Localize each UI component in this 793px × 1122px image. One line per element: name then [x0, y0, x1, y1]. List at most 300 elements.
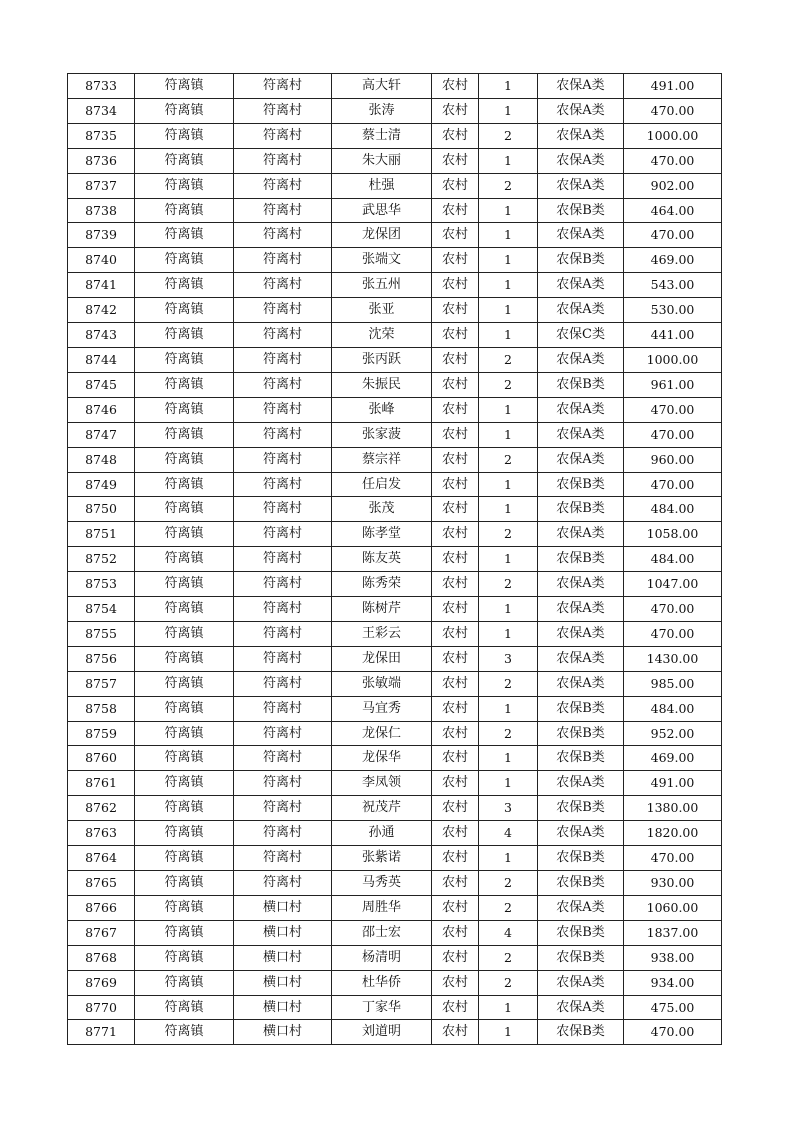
household-count-cell: 2	[479, 945, 538, 970]
amount-cell: 938.00	[624, 945, 722, 970]
table-row	[68, 871, 722, 896]
village-cell: 符离村	[234, 696, 332, 721]
name-cell: 张亚	[332, 298, 432, 323]
insurance-type-cell: 农保A类	[538, 597, 624, 622]
village-cell: 横口村	[234, 920, 332, 945]
row-number-cell: 8762	[68, 796, 135, 821]
village-cell: 符离村	[234, 422, 332, 447]
table-row	[68, 298, 722, 323]
row-number-cell: 8744	[68, 347, 135, 372]
category-cell: 农村	[432, 522, 479, 547]
row-number-cell: 8768	[68, 945, 135, 970]
insurance-type-cell: 农保A类	[538, 995, 624, 1020]
amount-cell: 952.00	[624, 721, 722, 746]
category-cell: 农村	[432, 721, 479, 746]
name-cell: 高大轩	[332, 74, 432, 99]
category-cell: 农村	[432, 821, 479, 846]
amount-cell: 484.00	[624, 547, 722, 572]
village-cell: 横口村	[234, 970, 332, 995]
insurance-type-cell: 农保C类	[538, 323, 624, 348]
table-row	[68, 920, 722, 945]
village-cell: 符离村	[234, 646, 332, 671]
row-number-cell: 8752	[68, 547, 135, 572]
category-cell: 农村	[432, 497, 479, 522]
table-row	[68, 98, 722, 123]
name-cell: 杜强	[332, 173, 432, 198]
town-cell: 符离镇	[135, 298, 234, 323]
town-cell: 符离镇	[135, 945, 234, 970]
insurance-type-cell: 农保A类	[538, 572, 624, 597]
household-count-cell: 1	[479, 497, 538, 522]
table-row	[68, 671, 722, 696]
table-row	[68, 148, 722, 173]
insurance-type-cell: 农保B类	[538, 696, 624, 721]
household-count-cell: 1	[479, 422, 538, 447]
town-cell: 符离镇	[135, 920, 234, 945]
row-number-cell: 8759	[68, 721, 135, 746]
name-cell: 张敏端	[332, 671, 432, 696]
insurance-type-cell: 农保B类	[538, 796, 624, 821]
household-count-cell: 1	[479, 273, 538, 298]
category-cell: 农村	[432, 74, 479, 99]
row-number-cell: 8734	[68, 98, 135, 123]
village-cell: 符离村	[234, 671, 332, 696]
household-count-cell: 2	[479, 970, 538, 995]
name-cell: 刘道明	[332, 1020, 432, 1045]
insurance-type-cell: 农保A类	[538, 895, 624, 920]
amount-cell: 1047.00	[624, 572, 722, 597]
village-cell: 横口村	[234, 895, 332, 920]
town-cell: 符离镇	[135, 995, 234, 1020]
name-cell: 任启发	[332, 472, 432, 497]
table-row	[68, 248, 722, 273]
town-cell: 符离镇	[135, 397, 234, 422]
household-count-cell: 2	[479, 372, 538, 397]
name-cell: 马秀英	[332, 871, 432, 896]
village-cell: 符离村	[234, 347, 332, 372]
table-row	[68, 397, 722, 422]
row-number-cell: 8758	[68, 696, 135, 721]
village-cell: 符离村	[234, 547, 332, 572]
town-cell: 符离镇	[135, 323, 234, 348]
amount-cell: 985.00	[624, 671, 722, 696]
row-number-cell: 8769	[68, 970, 135, 995]
village-cell: 符离村	[234, 173, 332, 198]
category-cell: 农村	[432, 970, 479, 995]
category-cell: 农村	[432, 846, 479, 871]
amount-cell: 470.00	[624, 597, 722, 622]
amount-cell: 475.00	[624, 995, 722, 1020]
name-cell: 祝茂芹	[332, 796, 432, 821]
amount-cell: 464.00	[624, 198, 722, 223]
village-cell: 横口村	[234, 945, 332, 970]
town-cell: 符离镇	[135, 1020, 234, 1045]
insurance-type-cell: 农保B类	[538, 248, 624, 273]
insurance-type-cell: 农保A类	[538, 646, 624, 671]
household-count-cell: 1	[479, 621, 538, 646]
town-cell: 符离镇	[135, 347, 234, 372]
village-cell: 符离村	[234, 522, 332, 547]
table-row	[68, 771, 722, 796]
row-number-cell: 8739	[68, 223, 135, 248]
amount-cell: 470.00	[624, 472, 722, 497]
category-cell: 农村	[432, 198, 479, 223]
town-cell: 符离镇	[135, 597, 234, 622]
category-cell: 农村	[432, 771, 479, 796]
category-cell: 农村	[432, 945, 479, 970]
town-cell: 符离镇	[135, 721, 234, 746]
category-cell: 农村	[432, 871, 479, 896]
category-cell: 农村	[432, 223, 479, 248]
name-cell: 龙保华	[332, 746, 432, 771]
row-number-cell: 8755	[68, 621, 135, 646]
household-count-cell: 3	[479, 646, 538, 671]
insurance-type-cell: 农保A类	[538, 173, 624, 198]
name-cell: 蔡士清	[332, 123, 432, 148]
household-count-cell: 2	[479, 347, 538, 372]
village-cell: 符离村	[234, 123, 332, 148]
row-number-cell: 8767	[68, 920, 135, 945]
table-row	[68, 323, 722, 348]
village-cell: 符离村	[234, 771, 332, 796]
table-row	[68, 522, 722, 547]
amount-cell: 960.00	[624, 447, 722, 472]
row-number-cell: 8733	[68, 74, 135, 99]
town-cell: 符离镇	[135, 621, 234, 646]
insurance-type-cell: 农保A类	[538, 422, 624, 447]
town-cell: 符离镇	[135, 696, 234, 721]
category-cell: 农村	[432, 671, 479, 696]
table-row	[68, 696, 722, 721]
table-row	[68, 173, 722, 198]
village-cell: 符离村	[234, 397, 332, 422]
name-cell: 朱大丽	[332, 148, 432, 173]
amount-cell: 441.00	[624, 323, 722, 348]
village-cell: 符离村	[234, 721, 332, 746]
table-row	[68, 472, 722, 497]
insurance-type-cell: 农保A类	[538, 273, 624, 298]
category-cell: 农村	[432, 696, 479, 721]
table-row	[68, 945, 722, 970]
town-cell: 符离镇	[135, 472, 234, 497]
amount-cell: 470.00	[624, 223, 722, 248]
table-row	[68, 223, 722, 248]
insurance-type-cell: 农保B类	[538, 497, 624, 522]
category-cell: 农村	[432, 397, 479, 422]
row-number-cell: 8771	[68, 1020, 135, 1045]
village-cell: 符离村	[234, 273, 332, 298]
insurance-type-cell: 农保B类	[538, 547, 624, 572]
amount-cell: 930.00	[624, 871, 722, 896]
household-count-cell: 1	[479, 148, 538, 173]
town-cell: 符离镇	[135, 497, 234, 522]
town-cell: 符离镇	[135, 148, 234, 173]
name-cell: 张丙跃	[332, 347, 432, 372]
row-number-cell: 8747	[68, 422, 135, 447]
amount-cell: 470.00	[624, 1020, 722, 1045]
household-count-cell: 2	[479, 447, 538, 472]
name-cell: 张端文	[332, 248, 432, 273]
village-cell: 符离村	[234, 223, 332, 248]
amount-cell: 470.00	[624, 846, 722, 871]
town-cell: 符离镇	[135, 522, 234, 547]
category-cell: 农村	[432, 123, 479, 148]
village-cell: 符离村	[234, 323, 332, 348]
household-count-cell: 1	[479, 995, 538, 1020]
row-number-cell: 8735	[68, 123, 135, 148]
category-cell: 农村	[432, 248, 479, 273]
insurance-type-cell: 农保A类	[538, 397, 624, 422]
category-cell: 农村	[432, 920, 479, 945]
name-cell: 杜华侨	[332, 970, 432, 995]
category-cell: 农村	[432, 547, 479, 572]
town-cell: 符离镇	[135, 970, 234, 995]
table-row	[68, 547, 722, 572]
insurance-type-cell: 农保B类	[538, 198, 624, 223]
row-number-cell: 8743	[68, 323, 135, 348]
table-row	[68, 273, 722, 298]
household-count-cell: 2	[479, 572, 538, 597]
table-row	[68, 1020, 722, 1045]
row-number-cell: 8748	[68, 447, 135, 472]
row-number-cell: 8770	[68, 995, 135, 1020]
household-count-cell: 4	[479, 821, 538, 846]
household-count-cell: 1	[479, 98, 538, 123]
amount-cell: 469.00	[624, 746, 722, 771]
town-cell: 符离镇	[135, 646, 234, 671]
name-cell: 张紫诺	[332, 846, 432, 871]
village-cell: 符离村	[234, 248, 332, 273]
amount-cell: 934.00	[624, 970, 722, 995]
table-row	[68, 572, 722, 597]
name-cell: 张家菠	[332, 422, 432, 447]
name-cell: 龙保仁	[332, 721, 432, 746]
town-cell: 符离镇	[135, 746, 234, 771]
insurance-type-cell: 农保A类	[538, 821, 624, 846]
table-row	[68, 74, 722, 99]
household-count-cell: 1	[479, 198, 538, 223]
amount-cell: 543.00	[624, 273, 722, 298]
category-cell: 农村	[432, 796, 479, 821]
insurance-type-cell: 农保A类	[538, 98, 624, 123]
household-count-cell: 4	[479, 920, 538, 945]
insurance-type-cell: 农保B类	[538, 1020, 624, 1045]
village-cell: 符离村	[234, 74, 332, 99]
household-count-cell: 1	[479, 248, 538, 273]
insurance-type-cell: 农保B类	[538, 472, 624, 497]
town-cell: 符离镇	[135, 796, 234, 821]
household-count-cell: 1	[479, 223, 538, 248]
table-row	[68, 372, 722, 397]
row-number-cell: 8764	[68, 846, 135, 871]
table-row	[68, 821, 722, 846]
row-number-cell: 8756	[68, 646, 135, 671]
town-cell: 符离镇	[135, 846, 234, 871]
table-row	[68, 447, 722, 472]
table-row	[68, 746, 722, 771]
village-cell: 符离村	[234, 298, 332, 323]
household-count-cell: 1	[479, 323, 538, 348]
town-cell: 符离镇	[135, 871, 234, 896]
name-cell: 李凤领	[332, 771, 432, 796]
household-count-cell: 2	[479, 895, 538, 920]
row-number-cell: 8737	[68, 173, 135, 198]
household-count-cell: 2	[479, 522, 538, 547]
town-cell: 符离镇	[135, 98, 234, 123]
household-count-cell: 1	[479, 397, 538, 422]
category-cell: 农村	[432, 323, 479, 348]
amount-cell: 1430.00	[624, 646, 722, 671]
name-cell: 陈树芹	[332, 597, 432, 622]
village-cell: 符离村	[234, 796, 332, 821]
town-cell: 符离镇	[135, 821, 234, 846]
town-cell: 符离镇	[135, 248, 234, 273]
amount-cell: 470.00	[624, 98, 722, 123]
village-cell: 符离村	[234, 846, 332, 871]
name-cell: 张峰	[332, 397, 432, 422]
village-cell: 符离村	[234, 621, 332, 646]
row-number-cell: 8765	[68, 871, 135, 896]
village-cell: 符离村	[234, 871, 332, 896]
table-row	[68, 970, 722, 995]
insurance-type-cell: 农保A类	[538, 347, 624, 372]
category-cell: 农村	[432, 1020, 479, 1045]
row-number-cell: 8750	[68, 497, 135, 522]
category-cell: 农村	[432, 746, 479, 771]
category-cell: 农村	[432, 572, 479, 597]
amount-cell: 484.00	[624, 497, 722, 522]
row-number-cell: 8766	[68, 895, 135, 920]
insurance-type-cell: 农保A类	[538, 447, 624, 472]
village-cell: 符离村	[234, 821, 332, 846]
household-count-cell: 1	[479, 298, 538, 323]
table-row	[68, 347, 722, 372]
household-count-cell: 2	[479, 123, 538, 148]
town-cell: 符离镇	[135, 447, 234, 472]
household-count-cell: 2	[479, 173, 538, 198]
insurance-type-cell: 农保A类	[538, 298, 624, 323]
row-number-cell: 8757	[68, 671, 135, 696]
table-row	[68, 621, 722, 646]
village-cell: 符离村	[234, 148, 332, 173]
category-cell: 农村	[432, 447, 479, 472]
village-cell: 符离村	[234, 572, 332, 597]
table-row	[68, 198, 722, 223]
town-cell: 符离镇	[135, 671, 234, 696]
amount-cell: 470.00	[624, 621, 722, 646]
amount-cell: 961.00	[624, 372, 722, 397]
village-cell: 符离村	[234, 447, 332, 472]
row-number-cell: 8754	[68, 597, 135, 622]
category-cell: 农村	[432, 422, 479, 447]
insurance-type-cell: 农保A类	[538, 970, 624, 995]
name-cell: 朱振民	[332, 372, 432, 397]
category-cell: 农村	[432, 148, 479, 173]
town-cell: 符离镇	[135, 123, 234, 148]
table-row	[68, 123, 722, 148]
town-cell: 符离镇	[135, 422, 234, 447]
category-cell: 农村	[432, 995, 479, 1020]
insurance-type-cell: 农保B类	[538, 721, 624, 746]
amount-cell: 1380.00	[624, 796, 722, 821]
name-cell: 龙保田	[332, 646, 432, 671]
amount-cell: 902.00	[624, 173, 722, 198]
name-cell: 邵士宏	[332, 920, 432, 945]
table-row	[68, 422, 722, 447]
table-row	[68, 846, 722, 871]
category-cell: 农村	[432, 347, 479, 372]
amount-cell: 469.00	[624, 248, 722, 273]
amount-cell: 470.00	[624, 422, 722, 447]
amount-cell: 470.00	[624, 397, 722, 422]
table-body	[68, 74, 722, 1045]
row-number-cell: 8738	[68, 198, 135, 223]
amount-cell: 530.00	[624, 298, 722, 323]
town-cell: 符离镇	[135, 372, 234, 397]
table-row	[68, 796, 722, 821]
name-cell: 陈孝堂	[332, 522, 432, 547]
town-cell: 符离镇	[135, 572, 234, 597]
allowance-table	[67, 73, 722, 1045]
name-cell: 丁家华	[332, 995, 432, 1020]
name-cell: 张涛	[332, 98, 432, 123]
row-number-cell: 8746	[68, 397, 135, 422]
village-cell: 符离村	[234, 372, 332, 397]
village-cell: 横口村	[234, 995, 332, 1020]
category-cell: 农村	[432, 173, 479, 198]
row-number-cell: 8753	[68, 572, 135, 597]
insurance-type-cell: 农保A类	[538, 621, 624, 646]
household-count-cell: 1	[479, 846, 538, 871]
town-cell: 符离镇	[135, 895, 234, 920]
village-cell: 符离村	[234, 746, 332, 771]
insurance-type-cell: 农保B类	[538, 846, 624, 871]
amount-cell: 1820.00	[624, 821, 722, 846]
row-number-cell: 8745	[68, 372, 135, 397]
row-number-cell: 8742	[68, 298, 135, 323]
household-count-cell: 2	[479, 871, 538, 896]
amount-cell: 1060.00	[624, 895, 722, 920]
name-cell: 孙通	[332, 821, 432, 846]
category-cell: 农村	[432, 597, 479, 622]
category-cell: 农村	[432, 273, 479, 298]
category-cell: 农村	[432, 646, 479, 671]
category-cell: 农村	[432, 895, 479, 920]
household-count-cell: 3	[479, 796, 538, 821]
town-cell: 符离镇	[135, 547, 234, 572]
insurance-type-cell: 农保A类	[538, 771, 624, 796]
household-count-cell: 1	[479, 74, 538, 99]
amount-cell: 484.00	[624, 696, 722, 721]
row-number-cell: 8740	[68, 248, 135, 273]
amount-cell: 1000.00	[624, 123, 722, 148]
amount-cell: 1000.00	[624, 347, 722, 372]
insurance-type-cell: 农保A类	[538, 223, 624, 248]
town-cell: 符离镇	[135, 198, 234, 223]
village-cell: 符离村	[234, 497, 332, 522]
row-number-cell: 8736	[68, 148, 135, 173]
household-count-cell: 1	[479, 1020, 538, 1045]
town-cell: 符离镇	[135, 771, 234, 796]
amount-cell: 491.00	[624, 74, 722, 99]
name-cell: 王彩云	[332, 621, 432, 646]
category-cell: 农村	[432, 298, 479, 323]
amount-cell: 1058.00	[624, 522, 722, 547]
name-cell: 马宜秀	[332, 696, 432, 721]
category-cell: 农村	[432, 621, 479, 646]
insurance-type-cell: 农保B类	[538, 372, 624, 397]
insurance-type-cell: 农保A类	[538, 123, 624, 148]
